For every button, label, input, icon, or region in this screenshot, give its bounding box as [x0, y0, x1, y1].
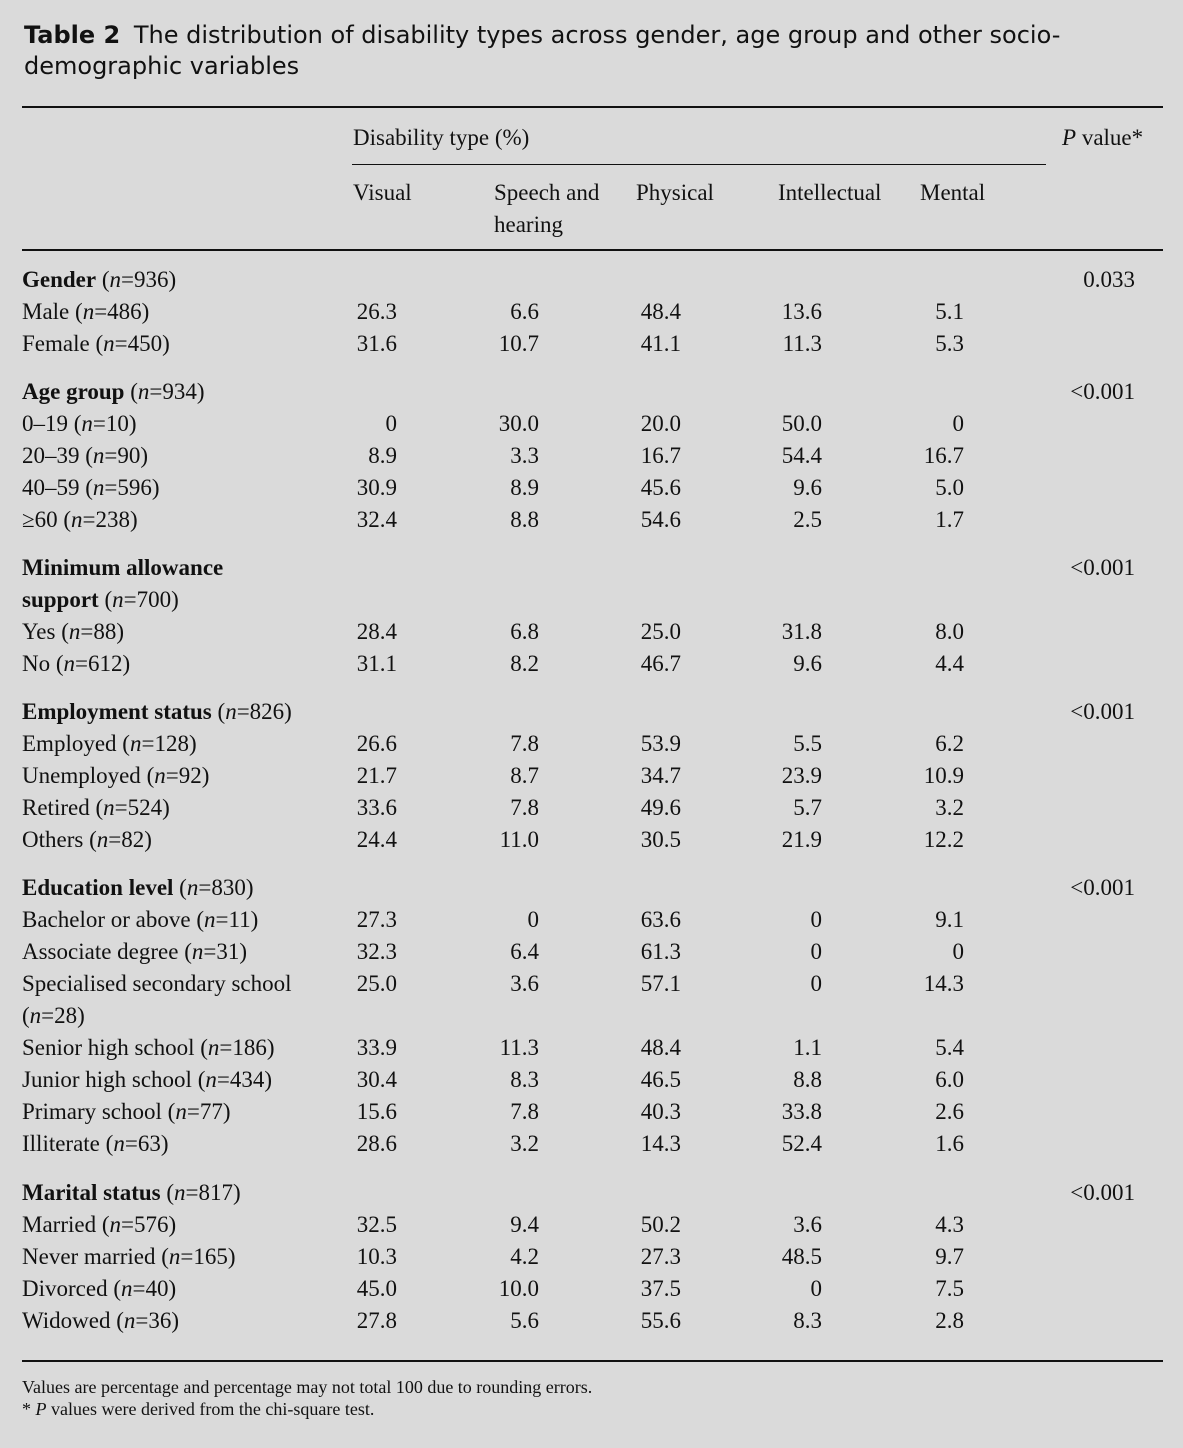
table-cell: 8.9: [368, 443, 397, 468]
table-cell: 9.6: [793, 651, 822, 676]
table-cell: 0: [810, 907, 822, 932]
col-physical: Physical: [636, 180, 714, 205]
header-bottom-rule: [22, 249, 1163, 251]
section-title: Education level: [22, 875, 174, 900]
table-cell: 4.3: [935, 1212, 964, 1237]
n-symbol: n: [207, 1035, 220, 1060]
table-cell: 33.6: [356, 795, 397, 820]
table-cell: 33.9: [356, 1035, 397, 1060]
n-value: 77: [199, 1099, 223, 1124]
table-cell: 5.3: [935, 331, 964, 356]
row-label: Associate degree: [22, 939, 179, 964]
table-cell: 7.8: [510, 795, 539, 820]
row-label: ≥60: [22, 507, 58, 532]
table-cell: 31.8: [781, 619, 822, 644]
table-cell: 27.3: [640, 1244, 681, 1269]
n-symbol: n: [186, 875, 199, 900]
p-value: <0.001: [1070, 379, 1135, 404]
table-cell: 26.6: [356, 731, 397, 756]
table-cell: 11.3: [499, 1035, 539, 1060]
table-cell: 1.7: [935, 507, 964, 532]
table-cell: 54.6: [640, 507, 681, 532]
p-value-header: [1062, 122, 1143, 154]
n-value: 90: [117, 443, 141, 468]
row-label: Illiterate: [22, 1131, 100, 1156]
table-cell: 9.7: [935, 1244, 964, 1269]
table-cell: 3.6: [793, 1212, 822, 1237]
table-cell: 7.8: [510, 1099, 539, 1124]
table-cell: 52.4: [781, 1131, 822, 1156]
n-symbol: n: [154, 763, 166, 788]
n-value: 450: [127, 331, 163, 356]
row-label: 0–19: [22, 411, 68, 436]
table-label: Table 2: [24, 21, 121, 49]
table-row-label: 40–59 (n=596): [22, 475, 160, 500]
table-cell: 30.9: [356, 475, 397, 500]
n-symbol: n: [175, 1099, 187, 1124]
table-cell: 10.7: [498, 331, 539, 356]
row-label: Others: [22, 827, 84, 852]
table-cell: 10.9: [923, 763, 964, 788]
table-cell: 5.6: [510, 1308, 539, 1333]
table-cell: 48.4: [640, 299, 681, 324]
table-cell: 23.9: [781, 763, 822, 788]
n-value: 817: [198, 1180, 234, 1205]
table-cell: 16.7: [640, 443, 681, 468]
row-label: Yes: [22, 619, 56, 644]
n-value: 936: [134, 267, 169, 292]
disability-type-header: Disability type (%): [353, 125, 530, 150]
n-symbol: n: [191, 939, 204, 964]
section-title: Employment status: [22, 699, 212, 724]
table-cell: 32.4: [356, 507, 397, 532]
table-cell: 54.4: [781, 443, 822, 468]
section-title: Marital status: [22, 1180, 161, 1205]
col-speech-hearing-line1: Speech and: [494, 180, 600, 205]
table-cell: 5.0: [935, 475, 964, 500]
n-value: 31: [216, 939, 240, 964]
table-cell: 50.2: [640, 1212, 681, 1237]
table-row-label: Never married (n=165): [22, 1244, 236, 1269]
n-value: 486: [107, 299, 142, 324]
table-cell: 6.8: [510, 619, 539, 644]
table-cell: 48.4: [640, 1035, 681, 1060]
n-value: 596: [117, 475, 152, 500]
table-cell: 11.3: [782, 331, 822, 356]
n-value: 10: [105, 411, 129, 436]
section-title: Gender: [22, 267, 97, 292]
table-cell: 1.1: [793, 1035, 822, 1060]
row-label: 40–59: [22, 475, 80, 500]
table-cell: 27.8: [356, 1308, 397, 1333]
table-cell: 0: [527, 907, 539, 932]
table-row-label: Illiterate (n=63): [22, 1131, 169, 1156]
table-cell: 3.2: [935, 795, 964, 820]
section-header: Gender (n=936): [22, 267, 177, 292]
section-header: [22, 552, 223, 584]
table-cell: 2.5: [793, 507, 822, 532]
n-value: 36: [148, 1308, 172, 1333]
table-cell: 49.6: [640, 795, 681, 820]
n-symbol: n: [123, 1308, 136, 1333]
table-cell: 2.8: [935, 1308, 964, 1333]
table-cell: 14.3: [923, 971, 964, 996]
table-cell: 5.4: [935, 1035, 964, 1060]
n-symbol: n: [112, 587, 124, 612]
table-row-label: Female (n=450): [22, 331, 170, 356]
table-cell: 5.7: [793, 795, 822, 820]
n-symbol: n: [82, 299, 95, 324]
n-symbol: n: [96, 827, 109, 852]
footnote-2-italic: P: [35, 1399, 47, 1419]
table-cell: 25.0: [640, 619, 681, 644]
table-cell: 0: [810, 939, 822, 964]
p-value-header-italic: P: [1062, 125, 1077, 150]
table-cell: 30.5: [640, 827, 681, 852]
table-cell: 46.5: [640, 1067, 681, 1092]
p-value: <0.001: [1070, 875, 1135, 900]
table-row-label: Married (n=576): [22, 1212, 177, 1237]
top-rule: [22, 106, 1163, 108]
n-value: 11: [228, 907, 251, 932]
table-cell: 3.6: [510, 971, 539, 996]
table-row-label: Others (n=82): [22, 827, 152, 852]
n-symbol: n: [92, 443, 105, 468]
n-value: 830: [211, 875, 246, 900]
table-cell: 28.4: [356, 619, 397, 644]
table-cell: 57.1: [640, 971, 681, 996]
n-symbol: n: [205, 1067, 217, 1092]
table-cell: 8.3: [793, 1308, 822, 1333]
n-symbol: n: [109, 267, 122, 292]
table-row-label: 20–39 (n=90): [22, 443, 149, 468]
table-cell: 31.1: [356, 651, 397, 676]
table-cell: 21.9: [781, 827, 822, 852]
table-cell: 27.3: [356, 907, 397, 932]
table-row-label: [22, 968, 292, 1000]
section-header-line2: support (n=700): [22, 587, 179, 612]
table-title-line1: The distribution of disability types across gender, age group and other socio-: [133, 21, 1061, 49]
n-value: 40: [145, 1276, 169, 1301]
table-row-label: Yes (n=88): [22, 619, 125, 644]
table-row-label: ≥60 (n=238): [22, 507, 138, 532]
table-cell: 6.0: [935, 1067, 964, 1092]
n-value: 88: [93, 619, 117, 644]
table-cell: 33.8: [781, 1099, 822, 1124]
col-intellectual: Intellectual: [778, 180, 882, 205]
table-cell: 6.6: [510, 299, 539, 324]
table-cell: 32.5: [356, 1212, 397, 1237]
table-cell: 25.0: [356, 971, 397, 996]
table-cell: 45.6: [640, 475, 681, 500]
col-speech-hearing-line2: hearing: [494, 212, 563, 237]
n-symbol: n: [103, 331, 115, 356]
table-cell: 0: [810, 971, 822, 996]
section-header: Education level (n=830): [22, 875, 254, 900]
table-cell: 16.7: [923, 443, 964, 468]
n-value: 63: [137, 1131, 161, 1156]
n-symbol: n: [137, 379, 150, 404]
row-label: Bachelor or above: [22, 907, 191, 932]
p-value: <0.001: [1070, 699, 1135, 724]
table-cell: 6.2: [935, 731, 964, 756]
n-value: 934: [162, 379, 197, 404]
row-label: Unemployed: [22, 763, 141, 788]
table-cell: 10.0: [498, 1276, 539, 1301]
row-label: Divorced: [22, 1276, 108, 1301]
table-cell: 13.6: [781, 299, 822, 324]
n-symbol: n: [204, 907, 216, 932]
table-cell: 0: [952, 411, 964, 436]
n-value: 524: [127, 795, 163, 820]
row-label: Junior high school: [22, 1067, 192, 1092]
section-title-line2: support: [22, 587, 99, 612]
table-cell: 4.2: [510, 1244, 539, 1269]
n-symbol: n: [168, 1244, 181, 1269]
table-cell: 48.5: [781, 1244, 822, 1269]
table-cell: 12.2: [923, 827, 964, 852]
n-symbol: n: [81, 411, 93, 436]
table-row-label: Associate degree (n=31): [22, 939, 248, 964]
table-cell: 8.2: [510, 651, 539, 676]
table-cell: 24.4: [356, 827, 397, 852]
footnote-2-rest: values were derived from the chi-square test.: [46, 1399, 375, 1419]
table-row-label-line2: (n=28): [22, 1003, 85, 1028]
row-label: Senior high school: [22, 1035, 195, 1060]
table-cell: 6.4: [510, 939, 539, 964]
n-symbol: n: [68, 619, 81, 644]
row-label: Never married: [22, 1244, 156, 1269]
table-cell: 20.0: [640, 411, 681, 436]
table-cell: 14.3: [640, 1131, 681, 1156]
table-cell: 41.1: [640, 331, 681, 356]
table-cell: 37.5: [640, 1276, 681, 1301]
n-value: 82: [121, 827, 145, 852]
table-cell: 5.5: [793, 731, 822, 756]
col-mental: Mental: [920, 180, 986, 205]
footnote-2: [22, 1398, 374, 1421]
n-symbol: n: [103, 795, 115, 820]
table-row-label: Widowed (n=36): [22, 1308, 180, 1333]
table-row-label: Unemployed (n=92): [22, 763, 210, 788]
table-cell: 0: [385, 411, 397, 436]
p-value: <0.001: [1070, 1180, 1135, 1205]
n-symbol: n: [71, 507, 83, 532]
section-header: Employment status (n=826): [22, 699, 292, 724]
table-cell: 50.0: [781, 411, 822, 436]
table-cell: 0: [952, 939, 964, 964]
table-cell: 30.0: [498, 411, 539, 436]
n-value: 612: [88, 651, 123, 676]
n-value: 165: [193, 1244, 228, 1269]
n-symbol: n: [225, 699, 237, 724]
table-cell: 11.0: [499, 827, 539, 852]
table-cell: 31.6: [356, 331, 397, 356]
footnote-2-star: *: [22, 1399, 36, 1419]
table-cell: 2.6: [935, 1099, 964, 1124]
table-cell: 10.3: [356, 1244, 397, 1269]
table-caption: [24, 20, 1144, 82]
n-value: 576: [133, 1212, 169, 1237]
table-row-label: Divorced (n=40): [22, 1276, 177, 1301]
table-cell: 8.8: [510, 507, 539, 532]
table-row-label: Retired (n=524): [22, 795, 170, 820]
section-header: Marital status (n=817): [22, 1180, 241, 1205]
table-cell: 9.4: [510, 1212, 539, 1237]
n-value: 700: [136, 587, 172, 612]
table-row-label: No (n=612): [22, 651, 131, 676]
table-cell: 34.7: [640, 763, 681, 788]
table-row-label: Primary school (n=77): [22, 1099, 231, 1124]
row-label: Male: [22, 299, 70, 324]
bottom-rule: [22, 1360, 1163, 1362]
table-cell: 45.0: [356, 1276, 397, 1301]
section-title: Age group: [22, 379, 125, 404]
table-cell: 61.3: [640, 939, 681, 964]
row-label: Employed: [22, 731, 117, 756]
table-row-label: Senior high school (n=186): [22, 1035, 275, 1060]
n-symbol: n: [174, 1180, 186, 1205]
table-cell: 28.6: [356, 1131, 397, 1156]
table-cell: 32.3: [356, 939, 397, 964]
n-value: 28: [54, 1003, 78, 1028]
table-cell: 8.3: [510, 1067, 539, 1092]
table-cell: 9.1: [935, 907, 964, 932]
table-title-line2: demographic variables: [24, 52, 300, 80]
n-value: 434: [229, 1067, 265, 1092]
table-row-label: Male (n=486): [22, 299, 150, 324]
table-cell: 55.6: [640, 1308, 681, 1333]
n-symbol: n: [129, 731, 142, 756]
p-value-header-rest: value*: [1076, 125, 1144, 150]
p-value: <0.001: [1070, 555, 1135, 580]
n-symbol: n: [92, 475, 105, 500]
section-header: Age group (n=934): [22, 379, 205, 404]
table-cell: 3.2: [510, 1131, 539, 1156]
table-row-label: Bachelor or above (n=11): [22, 907, 259, 932]
n-value: 186: [232, 1035, 267, 1060]
table-row-label: Junior high school (n=434): [22, 1067, 273, 1092]
table-cell: 9.6: [793, 475, 822, 500]
row-label: No: [22, 651, 51, 676]
table-cell: 46.7: [640, 651, 681, 676]
table-row-label: Employed (n=128): [22, 731, 197, 756]
table-cell: 8.7: [510, 763, 539, 788]
table-cell: 30.4: [356, 1067, 397, 1092]
table-cell: 21.7: [356, 763, 397, 788]
table-cell: 8.0: [935, 619, 964, 644]
n-value: 238: [95, 507, 131, 532]
footnote-1: Values are percentage and percentage may not total 100 due to rounding errors.: [22, 1377, 593, 1397]
row-label: Female: [22, 331, 90, 356]
table-cell: 8.9: [510, 475, 539, 500]
n-symbol: n: [121, 1276, 133, 1301]
n-symbol: n: [63, 651, 76, 676]
table-cell: 8.8: [793, 1067, 822, 1092]
col-visual: Visual: [353, 180, 412, 205]
table-cell: 63.6: [640, 907, 681, 932]
n-symbol: n: [109, 1212, 121, 1237]
table-cell: 0: [810, 1276, 822, 1301]
row-label: Retired: [22, 795, 90, 820]
row-label: Widowed: [22, 1308, 111, 1333]
table-cell: 40.3: [640, 1099, 681, 1124]
p-value: 0.033: [1083, 267, 1135, 292]
n-symbol: n: [29, 1003, 42, 1028]
row-label: Married: [22, 1212, 97, 1237]
table-cell: 7.5: [935, 1276, 964, 1301]
table-cell: 5.1: [935, 299, 964, 324]
subheader-rule: [352, 164, 1046, 165]
n-symbol: n: [113, 1131, 125, 1156]
table-cell: 15.6: [356, 1099, 397, 1124]
section-title: Minimum allowance: [22, 555, 224, 580]
table-cell: 3.3: [510, 443, 539, 468]
n-value: 128: [154, 731, 189, 756]
table-row-label: 0–19 (n=10): [22, 411, 137, 436]
table-cell: 4.4: [935, 651, 964, 676]
table-cell: 26.3: [356, 299, 397, 324]
n-value: 92: [178, 763, 202, 788]
row-label: Specialised secondary school: [22, 971, 292, 996]
row-label: 20–39: [22, 443, 80, 468]
table-cell: 7.8: [510, 731, 539, 756]
n-value: 826: [249, 699, 285, 724]
table-cell: 53.9: [640, 731, 681, 756]
table-cell: 1.6: [935, 1131, 964, 1156]
row-label: Primary school: [22, 1099, 162, 1124]
